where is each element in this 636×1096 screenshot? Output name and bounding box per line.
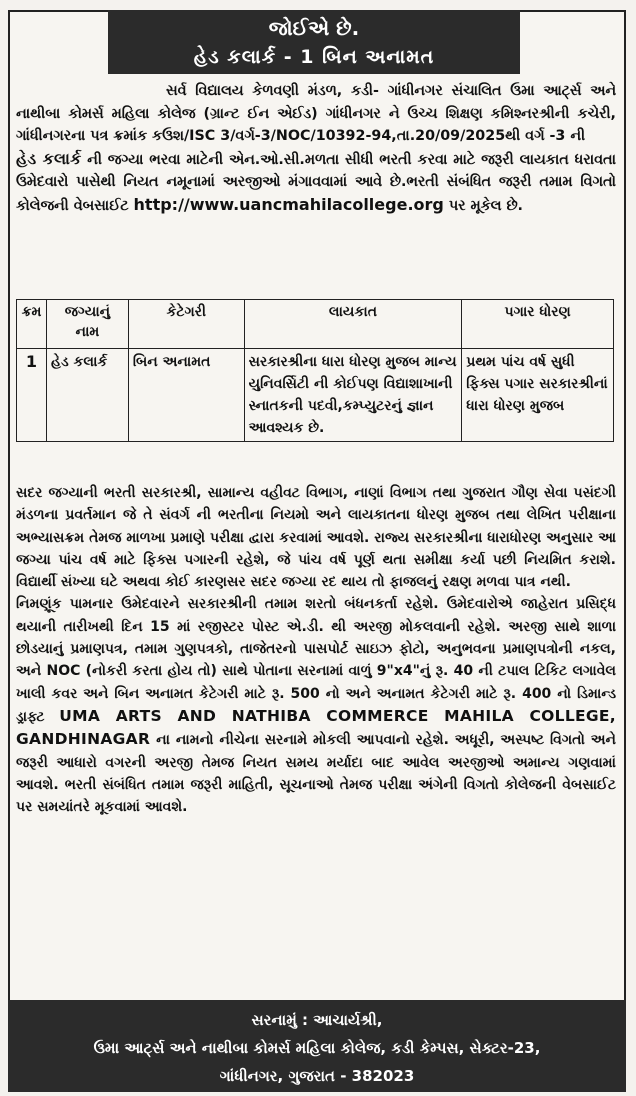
college-website-link[interactable]: http://www.uancmahilacollege.org <box>133 194 444 214</box>
header-banner <box>108 10 520 74</box>
intro-paragraph <box>16 80 616 217</box>
header-post-title: હેડ કલાર્ક - 1 બિન અનામત <box>193 46 435 68</box>
col-header-qualification: લાયકાત <box>244 300 462 349</box>
address-line-1: સરનામું : આચાર્યશ્રી, <box>251 1011 383 1029</box>
col-header-pay: પગાર ધોરણ <box>462 300 614 349</box>
recruitment-rules-paragraph: સદર જગ્યાની ભરતી સરકારશ્રી, સામાન્ય વહીવટ વિભાગ, નાણાં વિભાગ તથા ગુજરાત ગૌણ સેવા પસંદગી મંડળના પ્રવર્તમાન જે તે સંવર્ગ ની ભરતીના નિયમો અને લાયકાતના ધોરણ મુજબ તથા લેખિત પરીક્ષાના અભ્યાસક્રમ તેમજ માળખા પ્રમાણે પરીક્ષા દ્વારા કરવામાં આવશે. રાજ્ય સરકારશ્રીના ધારાધોરણ અનુસાર આ જગ્યા પાંચ વર્ષ માટે ફિક્સ પગારની રહેશે, જે પાંચ વર્ષ પૂર્ણ થતા સમીક્ષા કર્યા પછી નિયમિત કરાશે. વિદ્યાર્થી સંખ્યા ઘટે અથવા કોઈ કારણસર સદર જગ્યા રદ થાય તો ફાજલનું રક્ષણ મળવા પાત્ર નથી. <box>16 485 616 591</box>
cell-category: બિન અનામત <box>128 349 244 442</box>
vacancy-table <box>16 299 614 442</box>
address-footer <box>8 1000 626 1092</box>
col-header-post: જગ્યાનું નામ <box>46 300 128 349</box>
table-row <box>17 349 614 442</box>
intro-text-3: પર મૂકેલ છે. <box>448 197 523 214</box>
col-header-sr: ક્રમ <box>17 300 47 349</box>
body-text <box>16 482 616 818</box>
address-line-2: ઉમા આર્ટ્સ અને નાથીબા કોમર્સ મહિલા કોલેજ, કડી કેમ્પસ, સેક્ટર-23, <box>93 1039 541 1057</box>
cell-pay: પ્રથમ પાંચ વર્ષ સુધી ફિક્સ પગાર સરકારશ્રીનાં ધારા ધોરણ મુજબ <box>462 349 614 442</box>
intro-text-1: સર્વ વિદ્યાલય કેળવણી મંડળ, કડી- ગાંધીનગર સંચાલિત ઉમા આર્ટ્સ અને નાથીબા કોમર્સ મહિલા કોલેજ (ગ્રાન્ટ ઈન એઈડ) ગાંધીનગર ને ઉચ્ચ શિક્ષણ કમિશ્નરશ્રીની કચેરી, ગાંધીનગરના પત્ર ક્રમાંક કઉશ/ISC 3/વર્ગ-3/NOC/10392-94,તા.20/09/2025થી વર્ગ -3 ની <box>16 83 616 144</box>
post-name-bold: હેડ કલાર્ક <box>16 148 82 168</box>
address-line-3: ગાંધીનગર, ગુજરાત - 382023 <box>219 1067 415 1085</box>
college-name-english: UMA ARTS AND NATHIBA COMMERCE MAHILA COLLEGE, GANDHINAGAR <box>16 706 616 749</box>
application-text-2: ના નામનો નીચેના સરનામે મોકલી આપવાનો રહેશે. અધૂરી, અસ્પષ્ટ વિગતો અને જરૂરી આધારો વગરની અરજી તેમજ નિયત સમય મર્યાદા બાદ આવેલ અરજીઓ અમાન્ય ગણવામાં આવશે. ભરતી સંબંધિત તમામ જરૂરી માહિતી, સૂચનાઓ તેમજ પરીક્ષા અંગેની વિગતો કોલેજની વેબસાઈટ પર સમયાંતરે મૂકવામાં આવશે. <box>16 732 616 816</box>
cell-sr: 1 <box>17 349 47 442</box>
table-header-row <box>17 300 614 349</box>
application-text-1: નિમણૂંક પામનાર ઉમેદવારને સરકારશ્રીની તમામ શરતો બંધનકર્તા રહેશે. ઉમેદવારોએ જાહેરાત પ્રસિદ્ધ થયાની તારીખથી દિન 15 માં રજીસ્ટર પોસ્ટ એ.ડી. થી અરજી મોકલવાની રહેશે. અરજી સાથે શાળા છોડયાનું પ્રમાણપત્ર, તમામ ગુણપત્રકો, તાજેતરનો પાસપોર્ટ સાઇઝ ફોટો, અનુભવના પ્રમાણપત્રોની નકલ, અને NOC (નોકરી કરતા હોય તો) સાથે પોતાના સરનામાં વાળું 9"x4"નું રૂ. 40 ની ટપાલ ટિકિટ લગાવેલ ખાલી કવર અને બિન અનામત કેટેગરી માટે રૂ. 500 નો અને અનામત કેટેગરી માટે રૂ. 400 નો ડિમાન્ડ ડ્રાફ્ટ <box>16 596 616 725</box>
cell-post: હેડ કલાર્ક <box>46 349 128 442</box>
intro-text-2: ની જગ્યા ભરવા માટેની એન.ઓ.સી.મળતા સીધી ભરતી કરવા માટે જરૂરી લાયકાત ધરાવતા ઉમેદવારો પાસેથી નિયત નમૂનામાં અરજીઓ મંગાવવામાં આવે છે.ભરતી સંબંધિત જરૂરી તમામ વિગતો કોલેજની વેબસાઈટ <box>16 151 616 214</box>
col-header-category: કેટેગરી <box>128 300 244 349</box>
header-title: જોઈએ છે. <box>268 16 360 40</box>
cell-qualification: સરકારશ્રીના ધારા ધોરણ મુજબ માન્ય યુનિવર્સિટી ની કોઈપણ વિદ્યાશાખાની સ્નાતકની પદવી,કમ્પ્યુટરનું જ્ઞાન આવશ્યક છે. <box>244 349 462 442</box>
application-instructions <box>16 593 616 818</box>
